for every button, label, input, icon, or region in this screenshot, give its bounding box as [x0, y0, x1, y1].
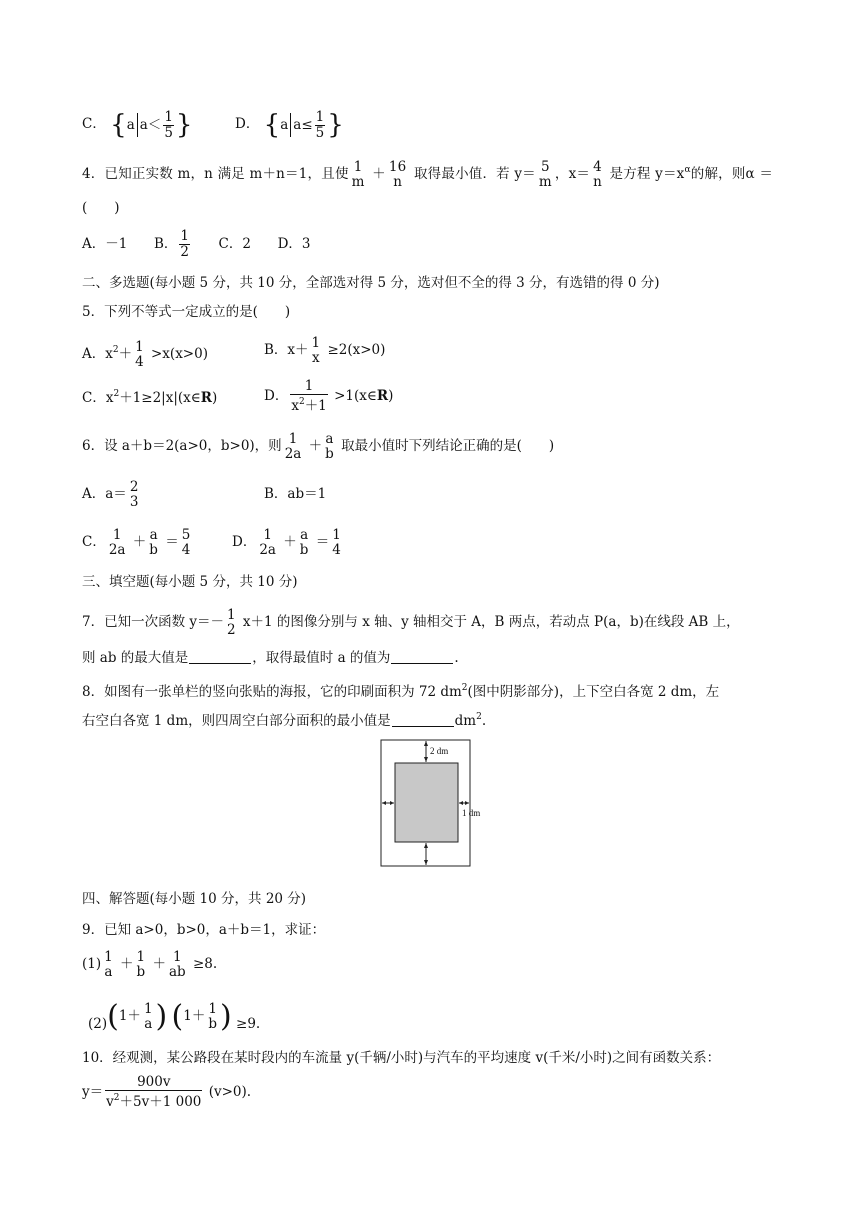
- right-brace: }: [175, 110, 193, 140]
- poster-print-area: [395, 763, 458, 842]
- frac-16-n: 16 n: [388, 158, 407, 190]
- q4-option-a: A．－1: [82, 236, 128, 252]
- frac: $\frac{1}{5}$: [315, 108, 325, 141]
- set-divider: [137, 113, 138, 137]
- frac-a-b: a b: [325, 430, 334, 462]
- q8-line-1: 8．如图有一张单栏的竖向张贴的海报，它的印刷面积为 72 $dm^2$(图中阴影部分)，上下空白各宽 2 dm，左: [82, 683, 720, 700]
- frac-1-2: 1 2: [227, 606, 236, 638]
- q4-option-d: D．3: [277, 236, 311, 252]
- q3-option-c-label: C．: [82, 116, 106, 132]
- frac: $\frac{1}{5}$: [164, 108, 173, 141]
- q10-line-1: 10．经观测，某公路段在某时段内的车流量 y(千辆/小时)与汽车的平均速度 v(千米/小时)之间有函数关系：: [82, 1050, 721, 1066]
- q6-option-d: D． 1 2a ＋ a b ＝ 1 4: [232, 526, 341, 558]
- set-relation: a≤: [293, 116, 313, 133]
- poster-figure: [380, 739, 492, 867]
- left-brace: {: [263, 110, 281, 140]
- q4-options: [82, 226, 310, 262]
- q3-option-d-label: D．: [235, 116, 260, 132]
- q6-option-c: C． 1 2a ＋ a b ＝ 5 4: [82, 526, 191, 558]
- section-4-heading: 四、解答题(每小题 10 分，共 20 分): [82, 891, 307, 907]
- q4-text-2: 取得最小值．若 y＝: [413, 166, 536, 182]
- q5-option-b: B．x＋ 1 x ≥2(x>0): [264, 334, 386, 366]
- q4-text-1: 4．已知正实数 m，n 满足 m＋n＝1，且使: [82, 166, 349, 182]
- frac-5-m: 5 m: [538, 158, 552, 190]
- q9-part-1: (1) 1 a ＋ 1 b ＋ 1 ab ≥8.: [82, 948, 218, 980]
- set-var: a: [280, 116, 289, 133]
- q4-text-5: 的解，则α ＝: [690, 166, 774, 182]
- side-margin-label: 1 dm: [462, 808, 481, 818]
- alpha-superscript: α: [684, 165, 691, 175]
- q5-option-d: D． $\frac{1}{x^2+1}$ >1(x∈R): [264, 378, 394, 414]
- frac-1-x: 1 x: [311, 334, 321, 366]
- plus: ＋: [372, 166, 386, 182]
- top-margin-label: 2 dm: [430, 746, 449, 756]
- q4-text-3: ，x＝: [554, 166, 591, 182]
- q9-stem: 9．已知 a>0，b>0，a＋b＝1，求证：: [82, 922, 326, 938]
- set-relation: a＜: [139, 116, 162, 133]
- left-brace: {: [110, 110, 127, 140]
- q4-paren: ( ): [82, 200, 120, 216]
- set-divider: [290, 113, 291, 137]
- q6-option-a: A．a＝ 2 3: [82, 478, 139, 510]
- q9-part-2: (2)(1＋ 1 a ) (1＋ 1 b ) ≥9.: [88, 998, 261, 1034]
- frac-1-over-x2-plus-1: $\frac{1}{x^2+1}$: [291, 378, 327, 414]
- answer-blank-2[interactable]: [391, 649, 453, 664]
- right-brace: }: [327, 110, 344, 140]
- frac-1-m: 1 m: [351, 158, 365, 190]
- frac-2-3: 2 3: [129, 478, 139, 510]
- frac-1-2: $\frac{1}{2}$: [180, 228, 189, 260]
- q4-stem: [82, 152, 773, 188]
- section-3-heading: 三、填空题(每小题 5 分，共 10 分): [82, 574, 298, 590]
- frac-4-n: 4 n: [593, 158, 603, 190]
- section-2-heading: 二、多选题(每小题 5 分，共 10 分，全部选对得 5 分，选对但不全的得 3 分，有选错的得 0 分): [82, 275, 660, 291]
- q5-option-c: C．$x^2+1\ge 2|x|(x\in R)$: [82, 389, 218, 406]
- answer-blank-1[interactable]: [189, 649, 251, 664]
- q3-options-line: [82, 104, 344, 144]
- q4-text-4: 是方程 y＝x: [609, 166, 685, 182]
- set-var: a: [126, 116, 135, 133]
- q3-option-d-set: [264, 105, 344, 145]
- frac-1-4: 1 4: [135, 338, 144, 370]
- q7-stem: 7．已知一次函数 y＝－ 1 2 x＋1 的图像分别与 x 轴、y 轴相交于 A，B 两点，若动点 P(a，b)在线段 AB 上，: [82, 606, 740, 638]
- answer-blank-3[interactable]: [392, 712, 454, 727]
- formula-fraction: $\frac{900v}{v^2+5v+1 000}$: [106, 1074, 202, 1110]
- frac-1-2a: 1 2a: [284, 430, 302, 462]
- q10-formula: y＝ $\frac{900v}{v^2+5v+1 000}$ (v>0).: [82, 1074, 252, 1110]
- q4-option-b: B．: [153, 236, 178, 252]
- q5-option-a: A．$x^2+$ 1 4 >x(x>0): [82, 338, 208, 370]
- q4-option-c: C．2: [218, 236, 251, 252]
- q5-stem: 5．下列不等式一定成立的是( ): [82, 304, 291, 320]
- q3-option-c-set: [110, 105, 192, 145]
- q6-option-b: B．ab＝1: [264, 486, 327, 502]
- q8-line-2: 右空白各宽 1 dm，则四周空白部分面积的最小值是 $dm^2$.: [82, 712, 487, 729]
- q6-stem: 6．设 a＋b＝2(a>0，b>0)，则 1 2a ＋ a b 取最小值时下列结论正确的是( ): [82, 430, 555, 462]
- q7-line-2: 则 ab 的最大值是 ，取得最值时 a 的值为 .: [82, 650, 459, 666]
